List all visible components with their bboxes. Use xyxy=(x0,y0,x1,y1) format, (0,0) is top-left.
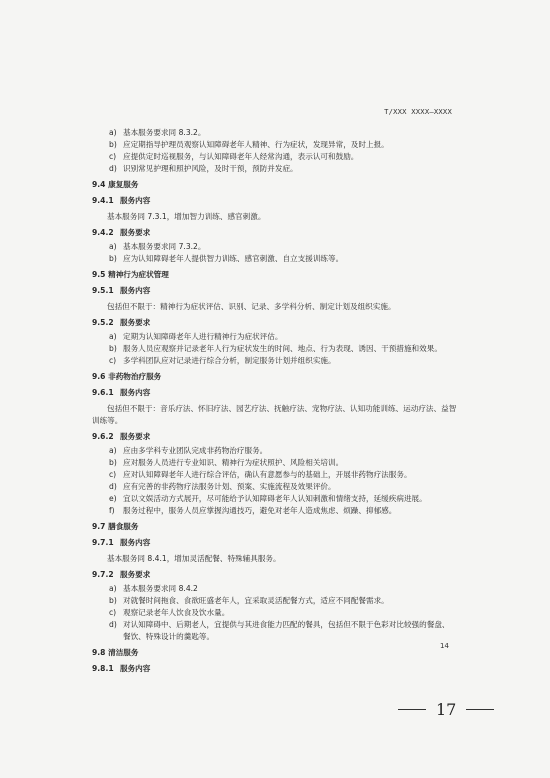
list-item xyxy=(92,493,457,505)
list-item-text: 服务过程中，服务人员应掌握沟通技巧，避免对老年人造成焦虑、烦躁、抑郁感。 xyxy=(123,506,397,515)
subsection-title: 服务内容 xyxy=(120,538,151,547)
list-item-text: 应对服务人员进行专业知识、精神行为症状照护、风险相关培训。 xyxy=(123,458,344,467)
subsection-heading xyxy=(92,193,457,209)
list-marker: c) xyxy=(109,152,117,161)
subsection-heading xyxy=(92,661,457,677)
list-marker: d) xyxy=(109,482,117,491)
subsection-heading xyxy=(92,315,457,331)
subsection-title: 服务内容 xyxy=(120,196,151,205)
list-item xyxy=(92,505,457,517)
paragraph: 包括但不限于：精神行为症状评估、识别、记录、多学科分析、制定计划及组织实施。 xyxy=(107,302,396,311)
subsection-title: 服务内容 xyxy=(120,664,151,673)
list-item-text: 观察记录老年人饮食及饮水量。 xyxy=(123,608,230,617)
subsection-heading xyxy=(92,283,457,299)
list-item xyxy=(92,457,457,469)
subsection-heading xyxy=(92,535,457,551)
section-heading: 9.6 非药物治疗服务 xyxy=(92,372,162,381)
list-item xyxy=(92,583,457,595)
subsection-number: 9.6.2 xyxy=(92,432,114,441)
folio xyxy=(0,700,550,719)
list-item-text: 基本服务要求同 8.4.2 xyxy=(123,584,198,593)
list-item-text: 多学科团队应对记录进行综合分析，制定服务计划并组织实施。 xyxy=(123,356,336,365)
list-marker: a) xyxy=(109,332,117,341)
list-item-text: 服务人员应观察并记录老年人行为症状发生的时间、地点、行为表现、诱因、干预措施和效果。 xyxy=(123,344,442,353)
subsection-number: 9.4.2 xyxy=(92,228,114,237)
list-item-text: 应有完善的非药物疗法服务计划、预案、实施流程及效果评价。 xyxy=(123,482,336,491)
list-marker: e) xyxy=(109,494,117,503)
list-marker: a) xyxy=(109,446,117,455)
subsection-number: 9.7.1 xyxy=(92,538,114,547)
list-item xyxy=(92,355,457,367)
page-number-small: 14 xyxy=(440,642,449,650)
list-marker: a) xyxy=(109,242,117,251)
paragraph: 包括但不限于：音乐疗法、怀旧疗法、园艺疗法、抚触疗法、宠物疗法、认知功能训练、运动疗法、益智训练等。 xyxy=(92,404,457,425)
subsection-heading xyxy=(92,385,457,401)
list-item-text: 对就餐时间拖食、食欲旺盛老年人，宜采取灵活配餐方式，适应不同配餐需求。 xyxy=(123,596,389,605)
subsection-heading xyxy=(92,225,457,241)
list-item-text: 应为认知障碍老年人提供智力训练、感官刺激、自立支援训练等。 xyxy=(123,254,344,263)
subsection-number: 9.6.1 xyxy=(92,388,114,397)
section-heading: 9.8 清洁服务 xyxy=(92,648,139,657)
list-marker: d) xyxy=(109,164,117,173)
list-item-text: 应定期指导护理员观察认知障碍老年人精神、行为症状，发现异常，及时上报。 xyxy=(123,140,389,149)
folio-dash-left xyxy=(398,709,426,710)
list-item xyxy=(92,331,457,343)
list-marker: b) xyxy=(109,140,117,149)
list-item-text: 应对认知障碍老年人进行综合评估，确认有意愿参与的基础上，开展非药物疗法服务。 xyxy=(123,470,412,479)
document-body xyxy=(92,127,457,677)
list-item xyxy=(92,595,457,607)
paragraph: 基本服务同 7.3.1，增加智力训练、感官刺激。 xyxy=(107,212,266,221)
list-marker: a) xyxy=(109,584,117,593)
paragraph: 基本服务同 8.4.1，增加灵活配餐、特殊辅具服务。 xyxy=(107,554,281,563)
document-number: T/XXX XXXX—XXXX xyxy=(384,107,452,116)
list-marker: f) xyxy=(109,506,115,515)
list-item xyxy=(92,139,457,151)
subsection-heading xyxy=(92,429,457,445)
subsection-title: 服务要求 xyxy=(120,570,151,579)
subsection-title: 服务内容 xyxy=(120,388,151,397)
list-item xyxy=(92,151,457,163)
list-marker: a) xyxy=(109,128,117,137)
subsection-number: 9.7.2 xyxy=(92,570,114,579)
section-heading: 9.4 康复服务 xyxy=(92,180,139,189)
list-item xyxy=(92,127,457,139)
list-item-text: 应由多学科专业团队完成非药物治疗服务。 xyxy=(123,446,268,455)
section-heading: 9.5 精神行为症状管理 xyxy=(92,270,169,279)
subsection-title: 服务要求 xyxy=(120,432,151,441)
list-item xyxy=(92,445,457,457)
list-item-text: 应提供定时巡视服务，与认知障碍老年人经常沟通，表示认可和鼓励。 xyxy=(123,152,359,161)
list-marker: b) xyxy=(109,596,117,605)
list-item xyxy=(92,253,457,265)
list-marker: c) xyxy=(109,470,117,479)
list-item-text: 基本服务要求同 7.3.2。 xyxy=(123,242,206,251)
subsection-number: 9.5.2 xyxy=(92,318,114,327)
subsection-heading xyxy=(92,567,457,583)
page-number-large: 17 xyxy=(436,700,457,719)
list-item-text: 定期为认知障碍老年人进行精神行为症状评估。 xyxy=(123,332,283,341)
list-marker: c) xyxy=(109,356,117,365)
folio-dash-right xyxy=(466,709,494,710)
section-heading: 9.7 膳食服务 xyxy=(92,522,139,531)
list-marker: b) xyxy=(109,458,117,467)
subsection-number: 9.4.1 xyxy=(92,196,114,205)
list-item xyxy=(92,481,457,493)
list-item xyxy=(92,241,457,253)
list-marker: b) xyxy=(109,254,117,263)
list-item-text: 识别常见护理和照护风险，及时干预，预防并发症。 xyxy=(123,164,298,173)
list-item xyxy=(92,607,457,619)
subsection-number: 9.8.1 xyxy=(92,664,114,673)
list-item xyxy=(92,619,457,643)
list-item-text: 基本服务要求同 8.3.2。 xyxy=(123,128,206,137)
list-item xyxy=(92,469,457,481)
list-item-text: 宜以文娱活动方式展开，尽可能给予认知障碍老年人认知刺激和情绪支持，延缓疾病进展。 xyxy=(123,494,427,503)
list-item xyxy=(92,163,457,175)
subsection-number: 9.5.1 xyxy=(92,286,114,295)
list-marker: c) xyxy=(109,608,117,617)
list-marker: d) xyxy=(109,620,117,629)
subsection-title: 服务内容 xyxy=(120,286,151,295)
list-item-text: 对认知障碍中、后期老人，宜提供与其进食能力匹配的餐具，包括但不限于色彩对比较强的餐盘、餐饮、特殊设计的羹匙等。 xyxy=(123,620,450,641)
subsection-title: 服务要求 xyxy=(120,318,151,327)
subsection-title: 服务要求 xyxy=(120,228,151,237)
list-item xyxy=(92,343,457,355)
list-marker: b) xyxy=(109,344,117,353)
